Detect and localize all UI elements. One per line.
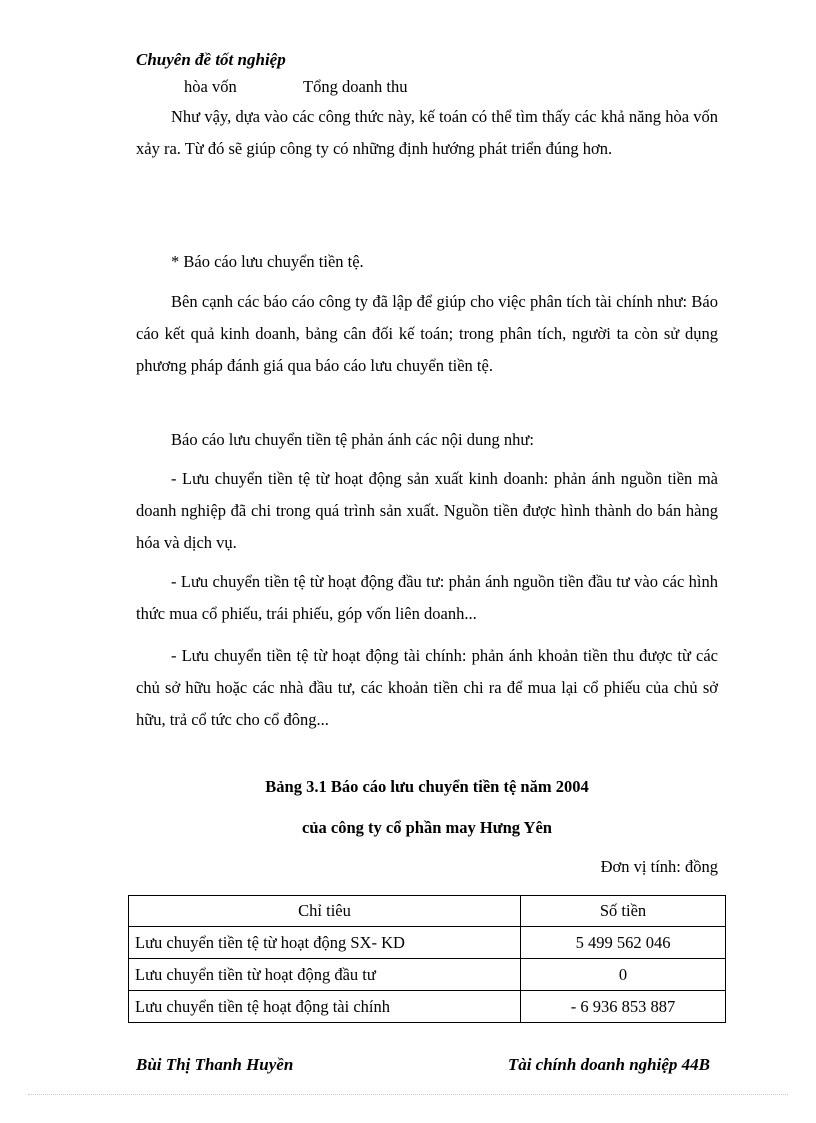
paragraph-4: - Lưu chuyển tiền tệ từ hoạt động sản xuất kinh doanh: phản ánh nguồn tiền mà doanh nghiệp đã chi trong quá trình sản xuất. Nguồn tiền được hình thành do bán hàng hóa và dịch vụ.: [136, 469, 718, 552]
section-heading: * Báo cáo lưu chuyển tiền tệ.: [171, 252, 364, 271]
row-amount: 0: [521, 959, 726, 991]
footer-department: Tài chính doanh nghiệp 44B: [507, 1055, 710, 1074]
paragraph-1: Như vậy, dựa vào các công thức này, kế toán có thể tìm thấy các khả năng hòa vốn xảy ra. Từ đó sẽ giúp công ty có những định hướng phát triển đúng hơn.: [136, 107, 718, 158]
table-header-row: [129, 896, 726, 927]
row-indicator: Lưu chuyển tiền tệ từ hoạt động SX- KD: [129, 927, 521, 959]
table-caption-line2: của công ty cổ phần may Hưng Yên: [302, 818, 552, 837]
fragment-right: Tổng doanh thu: [303, 77, 408, 96]
row-indicator: Lưu chuyển tiền tệ hoạt động tài chính: [129, 991, 521, 1023]
fragment-left: hòa vốn: [184, 77, 237, 96]
row-amount: 5 499 562 046: [521, 927, 726, 959]
paragraph-2: Bên cạnh các báo cáo công ty đã lập để giúp cho việc phân tích tài chính như: Báo cáo kết quả kinh doanh, bảng cân đối kế toán; trong phân tích, người ta còn sử dụng phương pháp đánh giá qua báo cáo lưu chuyển tiền tệ.: [136, 292, 718, 375]
unit-label: Đơn vị tính: đồng: [600, 857, 718, 876]
paragraph-3: Báo cáo lưu chuyển tiền tệ phản ánh các nội dung như:: [171, 430, 534, 449]
table-caption-line1: Bảng 3.1 Báo cáo lưu chuyển tiền tệ năm 2004: [265, 777, 589, 796]
table-row: [129, 959, 726, 991]
cash-flow-table: [128, 895, 726, 1023]
row-indicator: Lưu chuyển tiền từ hoạt động đầu tư: [129, 959, 521, 991]
row-amount: - 6 936 853 887: [521, 991, 726, 1023]
table-row: [129, 927, 726, 959]
page-bottom-divider: [28, 1094, 788, 1095]
document-header: Chuyên đề tốt nghiệp: [136, 50, 286, 69]
paragraph-5: - Lưu chuyển tiền tệ từ hoạt động đầu tư: phản ánh nguồn tiền đầu tư vào các hình thức mua cổ phiếu, trái phiếu, góp vốn liên doanh...: [136, 572, 718, 623]
table-row: [129, 991, 726, 1023]
footer-author: Bùi Thị Thanh Huyền: [136, 1055, 294, 1074]
paragraph-6: - Lưu chuyển tiền tệ từ hoạt động tài chính: phản ánh khoản tiền thu được từ các chủ sở hữu hoặc các nhà đầu tư, các khoản tiền chi ra để mua lại cổ phiếu của chủ sở hữu, trả cổ tức cho cổ đông...: [136, 646, 718, 729]
header-amount: Số tiền: [521, 896, 726, 927]
header-indicator: Chỉ tiêu: [129, 896, 521, 927]
